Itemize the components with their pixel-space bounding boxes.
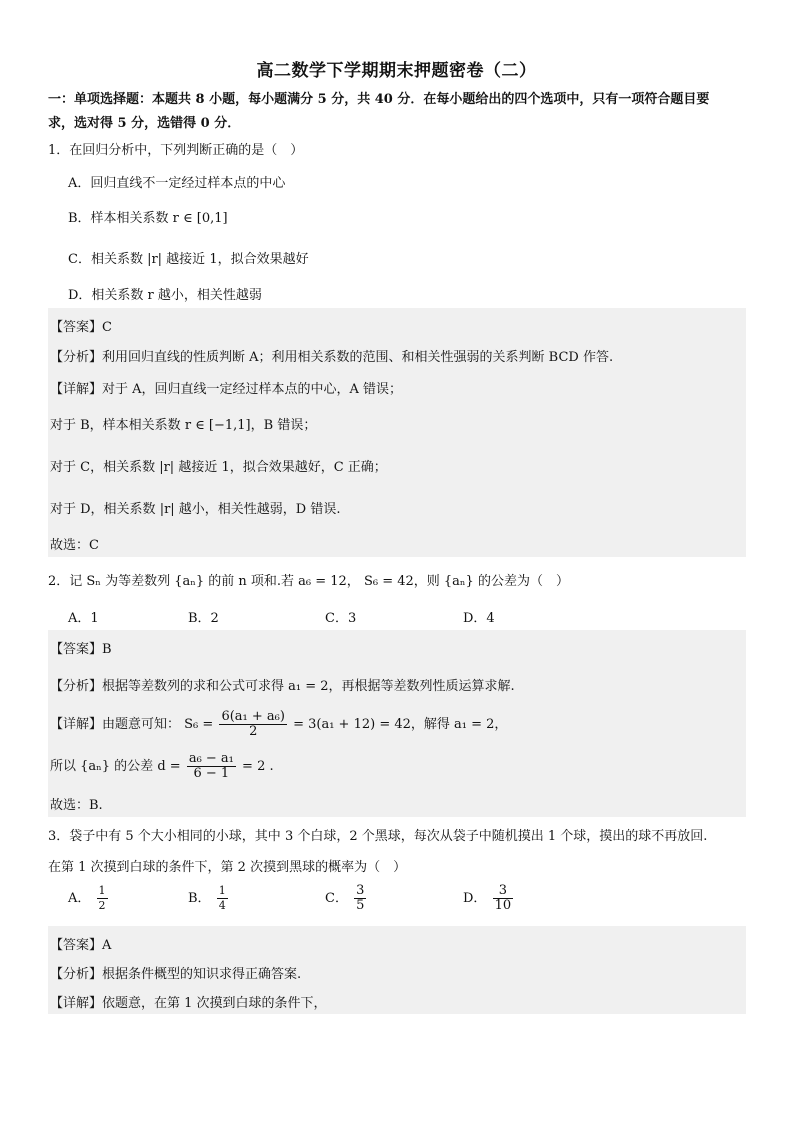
q2-analysis: 【分析】根据等差数列的求和公式可求得 a₁ = 2，再根据等差数列性质运算求解. bbox=[50, 679, 515, 694]
q3-option-b bbox=[188, 884, 230, 913]
q1-detail-d: 对于 D，相关系数 |r| 越小，相关性越弱，D 错误. bbox=[50, 502, 341, 517]
q3-option-b-numerator: 1 bbox=[218, 884, 226, 897]
q2-solution-box bbox=[48, 630, 746, 817]
q3-option-a-numerator: 1 bbox=[98, 884, 106, 897]
q2-detail-line1 bbox=[50, 710, 507, 739]
q1-option-a: A．回归直线不一定经过样本点的中心 bbox=[68, 176, 286, 191]
q2-detail-rest: = 3(a₁ + 12) = 42，解得 a₁ = 2， bbox=[293, 717, 508, 732]
q2-option-c: C．3 bbox=[325, 611, 357, 626]
q2-detail2-prefix: 所以 {aₙ} 的公差 d = bbox=[50, 759, 181, 774]
q3-option-a-label: A． bbox=[68, 891, 91, 906]
q1-conclusion: 故选：C bbox=[50, 538, 99, 553]
q3-option-a-fraction bbox=[97, 884, 108, 913]
q3-option-d-fraction bbox=[493, 884, 514, 913]
q3-answer: 【答案】A bbox=[50, 938, 112, 953]
q1-detail-a: 【详解】对于 A，回归直线一定经过样本点的中心，A 错误； bbox=[50, 382, 403, 397]
q1-stem: 1．在回归分析中，下列判断正确的是（ ） bbox=[48, 143, 304, 158]
q2-detail2-rest: = 2 . bbox=[242, 759, 274, 774]
q3-option-c-fraction bbox=[354, 884, 366, 913]
q2-diff-fraction bbox=[187, 752, 236, 781]
section-heading bbox=[48, 88, 748, 136]
q3-option-c-denominator: 5 bbox=[356, 898, 365, 913]
q3-option-b-fraction bbox=[217, 884, 228, 913]
q3-option-d-numerator: 3 bbox=[493, 884, 514, 899]
q3-option-c-label: C． bbox=[325, 891, 348, 906]
q1-detail-b: 对于 B，样本相关系数 r ∈ [−1,1]，B 错误； bbox=[50, 418, 317, 433]
q1-answer: 【答案】C bbox=[50, 320, 112, 335]
q1-option-c: C．相关系数 |r| 越接近 1，拟合效果越好 bbox=[68, 252, 309, 267]
q3-analysis: 【分析】根据条件概型的知识求得正确答案. bbox=[50, 967, 302, 982]
q3-option-a bbox=[68, 884, 110, 913]
q2-diff-numerator: a₆ − a₁ bbox=[188, 751, 234, 766]
q2-sum-denominator: 2 bbox=[249, 724, 258, 739]
q2-sum-fraction bbox=[219, 710, 287, 739]
q3-stem-line1: 3．袋子中有 5 个大小相同的小球，其中 3 个白球，2 个黑球，每次从袋子中随机摸出 1 个球，摸出的球不再放回. bbox=[48, 829, 708, 844]
q1-detail-c: 对于 C，相关系数 |r| 越接近 1，拟合效果越好，C 正确； bbox=[50, 460, 387, 475]
q3-option-d bbox=[463, 884, 515, 913]
q2-detail-line2 bbox=[50, 752, 274, 781]
q3-option-c bbox=[325, 884, 368, 913]
q3-option-b-label: B． bbox=[188, 891, 211, 906]
section-heading-line2: 求，选对得 5 分，选错得 0 分． bbox=[48, 116, 241, 131]
section-heading-line1: 一：单项选择题：本题共 8 小题，每小题满分 5 分，共 40 分．在每小题给出的四个选项中，只有一项符合题目要 bbox=[48, 92, 710, 107]
q2-stem: 2．记 Sₙ 为等差数列 {aₙ} 的前 n 项和.若 a₆ = 12， S₆ = 42，则 {aₙ} 的公差为（ ） bbox=[48, 574, 569, 589]
q3-option-b-denominator: 4 bbox=[218, 899, 226, 912]
q2-detail-prefix: 【详解】由题意可知： bbox=[50, 717, 181, 732]
q3-stem-line2: 在第 1 次摸到白球的条件下，第 2 次摸到黑球的概率为（ ） bbox=[48, 860, 407, 875]
q2-option-d: D．4 bbox=[463, 611, 495, 626]
q2-option-b: B．2 bbox=[188, 611, 219, 626]
q2-option-a: A．1 bbox=[68, 611, 99, 626]
q3-solution-box bbox=[48, 926, 746, 1014]
page-title: 高二数学下学期期末押题密卷（二） bbox=[256, 61, 537, 81]
q1-option-d: D．相关系数 r 越小，相关性越弱 bbox=[68, 288, 262, 303]
q3-option-a-denominator: 2 bbox=[98, 899, 106, 912]
q3-option-c-numerator: 3 bbox=[356, 883, 365, 898]
q2-sum-numerator: 6(a₁ + a₆) bbox=[221, 709, 285, 724]
q3-option-d-denominator: 10 bbox=[494, 898, 512, 913]
q2-diff-denominator: 6 − 1 bbox=[193, 766, 230, 781]
q2-conclusion: 故选：B. bbox=[50, 798, 103, 813]
q1-solution-box bbox=[48, 308, 746, 557]
q2-detail-s6: S₆ = bbox=[184, 717, 214, 732]
q1-analysis: 【分析】利用回归直线的性质判断 A；利用相关系数的范围、和相关性强弱的关系判断 BCD 作答. bbox=[50, 350, 614, 365]
q3-option-d-label: D． bbox=[463, 891, 487, 906]
q2-answer: 【答案】B bbox=[50, 642, 112, 657]
q3-detail: 【详解】依题意，在第 1 次摸到白球的条件下， bbox=[50, 996, 327, 1011]
q1-option-b: B．样本相关系数 r ∈ [0,1] bbox=[68, 211, 228, 226]
